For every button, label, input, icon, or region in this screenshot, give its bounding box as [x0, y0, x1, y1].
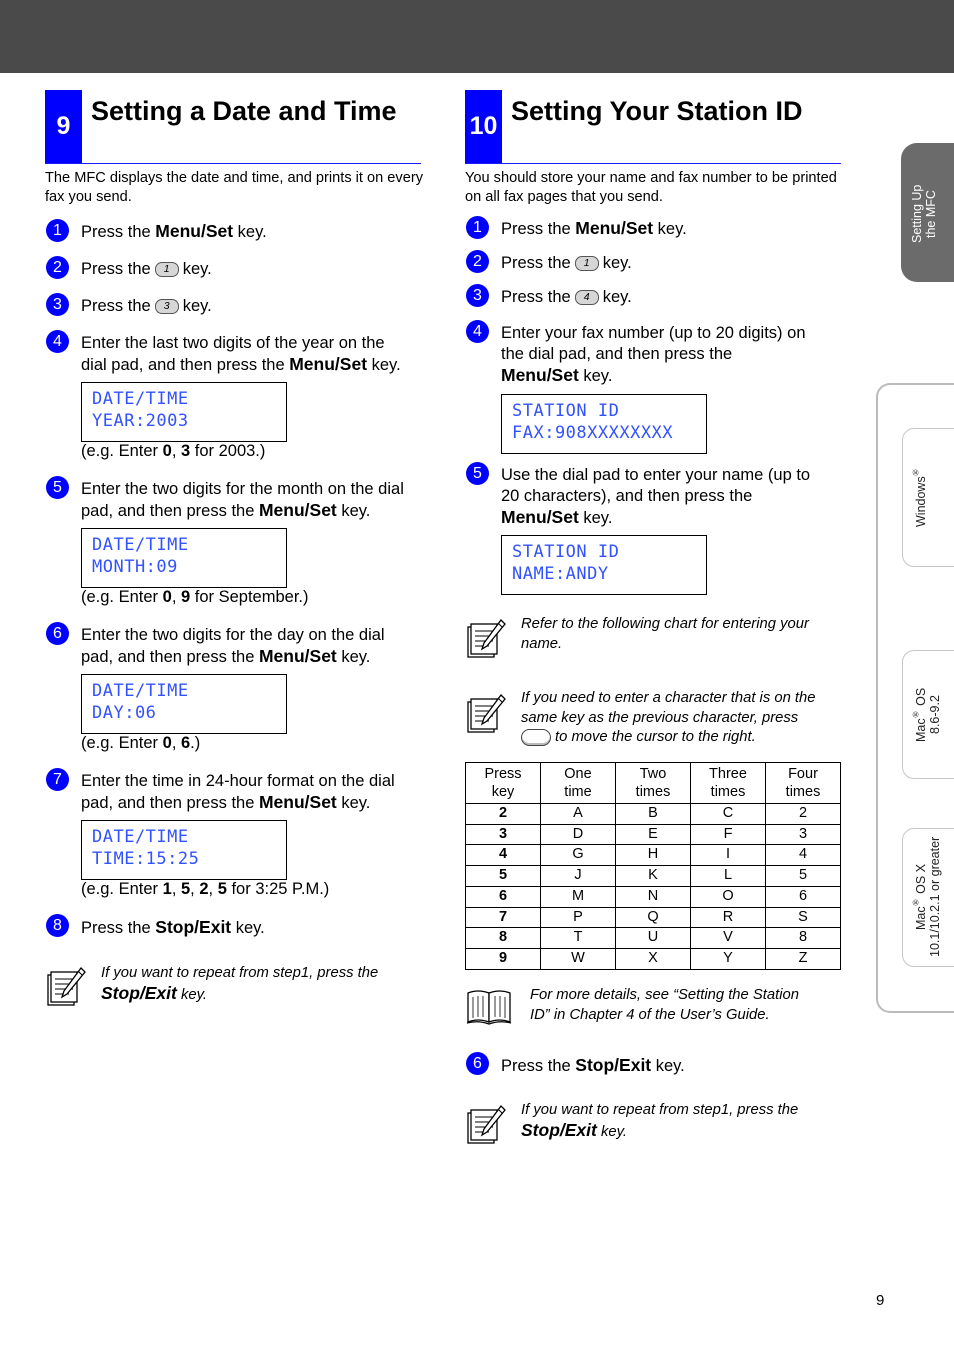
table-cell: B	[616, 804, 691, 825]
lcd-display: DATE/TIME DAY:06	[81, 674, 287, 734]
tab-mac-os[interactable]: Mac® OS 8.6-9.2	[902, 650, 954, 779]
table-row	[466, 928, 841, 949]
lcd-display: DATE/TIME TIME:15:25	[81, 820, 287, 880]
number-key-icon: 1	[155, 262, 179, 277]
step-text: Press the 1 key.	[501, 254, 632, 272]
table-cell: Y	[691, 948, 766, 969]
table-cell: 5	[766, 866, 841, 887]
table-cell: F	[691, 824, 766, 845]
table-cell: 2	[766, 804, 841, 825]
book-icon	[465, 988, 513, 1026]
column-header: Three times	[691, 763, 766, 804]
step-number: 1	[466, 216, 489, 239]
step-number: 2	[46, 256, 69, 279]
number-key-icon: 1	[575, 256, 599, 271]
step-number: 4	[466, 320, 489, 343]
section-intro: You should store your name and fax number to be printed on all fax pages that you send.	[465, 170, 837, 205]
table-cell: D	[541, 824, 616, 845]
column-header: Four times	[766, 763, 841, 804]
step-text: Press the Stop/Exit key.	[501, 1055, 685, 1075]
step-number: 2	[466, 250, 489, 273]
number-key-icon: 4	[575, 290, 599, 305]
table-row	[466, 845, 841, 866]
table-cell: K	[616, 866, 691, 887]
step-number: 5	[466, 462, 489, 485]
section-title: Setting Your Station ID	[511, 96, 803, 126]
table-cell: 9	[466, 948, 541, 969]
table-cell: X	[616, 948, 691, 969]
table-cell: 7	[466, 907, 541, 928]
column-header: Two times	[616, 763, 691, 804]
table-cell: U	[616, 928, 691, 949]
table-cell: 4	[466, 845, 541, 866]
section-title: Setting a Date and Time	[91, 96, 397, 126]
table-cell: J	[541, 866, 616, 887]
note-text: Refer to the following chart for entering your name.	[521, 616, 809, 652]
table-cell: H	[616, 845, 691, 866]
table-header-row	[466, 763, 841, 804]
example-text: (e.g. Enter 0, 3 for 2003.)	[81, 442, 266, 460]
table-cell: 2	[466, 804, 541, 825]
step-number: 8	[46, 914, 69, 937]
table-cell: R	[691, 907, 766, 928]
lcd-display: STATION ID NAME:ANDY	[501, 535, 707, 595]
column-header: One time	[541, 763, 616, 804]
note-text: If you need to enter a character that is on the same key as the previous character, press to move the cursor to the right.	[521, 690, 816, 745]
step-text: Press the Menu/Set key.	[81, 221, 267, 241]
note-pencil-icon	[465, 693, 507, 735]
table-cell: L	[691, 866, 766, 887]
step-text: Press the 3 key.	[81, 297, 212, 315]
tab-mac-os-x[interactable]: Mac® OS X 10.1/10.2.1 or greater	[902, 828, 954, 967]
note-text: If you want to repeat from step1, press the Stop/Exit key.	[101, 965, 379, 1003]
step-number: 5	[46, 476, 69, 499]
tab-windows[interactable]: Windows®	[902, 428, 954, 567]
table-cell: T	[541, 928, 616, 949]
table-row	[466, 948, 841, 969]
step-number: 7	[46, 768, 69, 791]
step-text: Press the Menu/Set key.	[501, 218, 687, 238]
table-cell: I	[691, 845, 766, 866]
table-cell: 3	[766, 824, 841, 845]
example-text: (e.g. Enter 0, 6.)	[81, 734, 201, 752]
section-number: 10	[465, 90, 502, 163]
number-key-icon: 3	[155, 299, 179, 314]
step-text: Enter the two digits for the month on the dial pad, and then press the Menu/Set key.	[81, 480, 404, 520]
table-cell: N	[616, 886, 691, 907]
table-cell: A	[541, 804, 616, 825]
step-number: 1	[46, 219, 69, 242]
step-text: Press the 4 key.	[501, 288, 632, 306]
table-cell: P	[541, 907, 616, 928]
right-arrow-key-icon	[521, 729, 551, 746]
lcd-display: DATE/TIME MONTH:09	[81, 528, 287, 588]
table-cell: 6	[766, 886, 841, 907]
table-cell: G	[541, 845, 616, 866]
example-text: (e.g. Enter 0, 9 for September.)	[81, 588, 309, 606]
reference-note-text: For more details, see “Setting the Station ID” in Chapter 4 of the User’s Guide.	[530, 987, 799, 1023]
station-id-section	[465, 90, 841, 164]
step-text: Enter the two digits for the day on the dial pad, and then press the Menu/Set key.	[81, 626, 385, 666]
table-cell: S	[766, 907, 841, 928]
table-cell: 6	[466, 886, 541, 907]
table-row	[466, 804, 841, 825]
tab-setting-up[interactable]: Setting Up the MFC	[901, 143, 954, 282]
example-text: (e.g. Enter 1, 5, 2, 5 for 3:25 P.M.)	[81, 880, 330, 898]
table-cell: O	[691, 886, 766, 907]
table-cell: E	[616, 824, 691, 845]
step-text: Enter your fax number (up to 20 digits) on the dial pad, and then press the Menu/Set key.	[501, 324, 806, 385]
step-number: 3	[466, 284, 489, 307]
note-pencil-icon	[465, 1104, 507, 1146]
table-row	[466, 866, 841, 887]
section-header	[465, 90, 841, 164]
header-bar	[0, 0, 954, 73]
section-intro: The MFC displays the date and time, and prints it on every fax you send.	[45, 170, 423, 205]
lcd-display: DATE/TIME YEAR:2003	[81, 382, 287, 442]
table-cell: C	[691, 804, 766, 825]
table-cell: 4	[766, 845, 841, 866]
table-cell: 8	[766, 928, 841, 949]
column-header: Press key	[466, 763, 541, 804]
table-cell: M	[541, 886, 616, 907]
note-pencil-icon	[45, 966, 87, 1008]
table-cell: 5	[466, 866, 541, 887]
note-text: If you want to repeat from step1, press the Stop/Exit key.	[521, 1102, 799, 1140]
step-number: 6	[466, 1052, 489, 1075]
note-pencil-icon	[465, 618, 507, 660]
step-number: 3	[46, 293, 69, 316]
section-header	[45, 90, 421, 164]
page-number: 9	[876, 1292, 885, 1309]
table-cell: W	[541, 948, 616, 969]
table-cell: 3	[466, 824, 541, 845]
step-text: Press the 1 key.	[81, 260, 212, 278]
date-time-section	[45, 90, 421, 164]
section-number: 9	[45, 90, 82, 163]
lcd-display: STATION ID FAX:908XXXXXXXX	[501, 394, 707, 454]
step-number: 4	[46, 330, 69, 353]
character-chart-table	[465, 762, 841, 970]
step-text: Press the Stop/Exit key.	[81, 917, 265, 937]
step-text: Enter the last two digits of the year on the dial pad, and then press the Menu/Set key.	[81, 334, 401, 374]
step-text: Use the dial pad to enter your name (up to 20 characters), and then press the Menu/Set key.	[501, 466, 811, 527]
step-text: Enter the time in 24-hour format on the dial pad, and then press the Menu/Set key.	[81, 772, 395, 812]
table-row	[466, 824, 841, 845]
table-row	[466, 886, 841, 907]
table-cell: Q	[616, 907, 691, 928]
table-row	[466, 907, 841, 928]
table-cell: 8	[466, 928, 541, 949]
table-cell: V	[691, 928, 766, 949]
step-number: 6	[46, 622, 69, 645]
table-cell: Z	[766, 948, 841, 969]
